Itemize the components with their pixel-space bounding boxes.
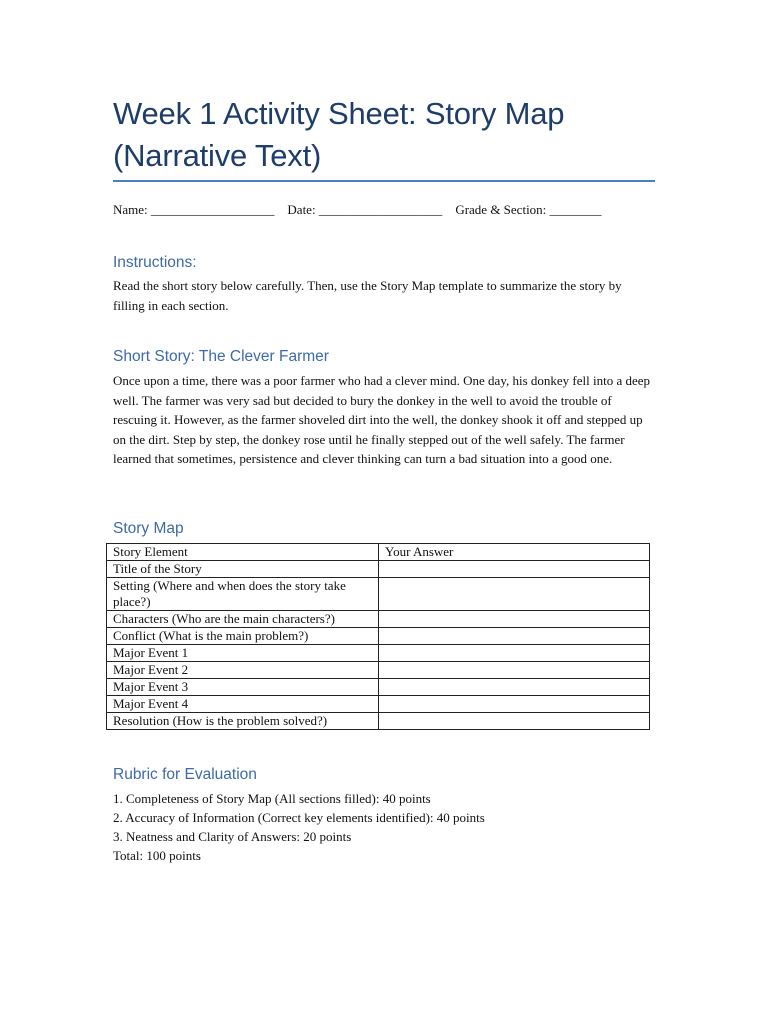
rubric-total: Total: 100 points — [113, 848, 201, 863]
table-row — [107, 561, 650, 578]
table-row — [107, 578, 650, 611]
table-row — [107, 662, 650, 679]
table-row — [107, 645, 650, 662]
story-element-cell: Resolution (How is the problem solved?) — [107, 713, 379, 730]
page-title — [113, 93, 658, 177]
short-story-text: Once upon a time, there was a poor farmer who had a clever mind. One day, his donkey fell into a deep well. The farmer was very sad but decided to bury the donkey in the well to avoid the trouble of rescuing it. However, as the farmer shoveled dirt into the well, the donkey shook it off and stepped up on the dirt. Step by step, the donkey rose until he finally stepped out of the well safely. The farmer learned that sometimes, persistence and clever thinking can turn a bad situation into a good one. — [113, 373, 651, 466]
title-line-2: (Narrative Text) — [113, 138, 322, 173]
student-info-fields — [113, 202, 673, 218]
answer-cell[interactable] — [379, 679, 650, 696]
table-header-row — [107, 544, 650, 561]
table-row — [107, 696, 650, 713]
grade-section-field: Grade & Section: ________ — [455, 202, 602, 217]
answer-cell[interactable] — [379, 628, 650, 645]
header-story-element: Story Element — [107, 544, 379, 561]
answer-cell[interactable] — [379, 561, 650, 578]
story-element-cell: Title of the Story — [107, 561, 379, 578]
rubric-heading: Rubric for Evaluation — [113, 766, 257, 783]
answer-cell[interactable] — [379, 611, 650, 628]
answer-cell[interactable] — [379, 696, 650, 713]
answer-cell[interactable] — [379, 578, 650, 611]
instructions-heading: Instructions: — [113, 254, 197, 271]
story-element-cell: Major Event 1 — [107, 645, 379, 662]
short-story-heading: Short Story: The Clever Farmer — [113, 348, 329, 365]
header-your-answer: Your Answer — [379, 544, 650, 561]
story-element-cell: Characters (Who are the main characters?) — [107, 611, 379, 628]
title-line-1: Week 1 Activity Sheet: Story Map — [113, 96, 565, 131]
table-row — [107, 628, 650, 645]
story-element-cell: Major Event 3 — [107, 679, 379, 696]
rubric-list — [113, 789, 653, 865]
name-field: Name: ___________________ — [113, 202, 275, 217]
table-row — [107, 679, 650, 696]
story-map-heading: Story Map — [113, 520, 184, 537]
title-underline — [113, 180, 655, 182]
answer-cell[interactable] — [379, 662, 650, 679]
answer-cell[interactable] — [379, 645, 650, 662]
instructions-text: Read the short story below carefully. Then, use the Story Map template to summarize the story by filling in each section. — [113, 278, 622, 313]
story-element-cell: Setting (Where and when does the story take place?) — [107, 578, 379, 611]
answer-cell[interactable] — [379, 713, 650, 730]
rubric-item: 1. Completeness of Story Map (All sections filled): 40 points — [113, 791, 431, 806]
rubric-item: 3. Neatness and Clarity of Answers: 20 points — [113, 829, 352, 844]
table-row — [107, 713, 650, 730]
story-map-table — [106, 543, 650, 730]
story-element-cell: Major Event 4 — [107, 696, 379, 713]
table-row — [107, 611, 650, 628]
story-element-cell: Major Event 2 — [107, 662, 379, 679]
date-field: Date: ___________________ — [287, 202, 443, 217]
story-element-cell: Conflict (What is the main problem?) — [107, 628, 379, 645]
rubric-item: 2. Accuracy of Information (Correct key elements identified): 40 points — [113, 810, 485, 825]
